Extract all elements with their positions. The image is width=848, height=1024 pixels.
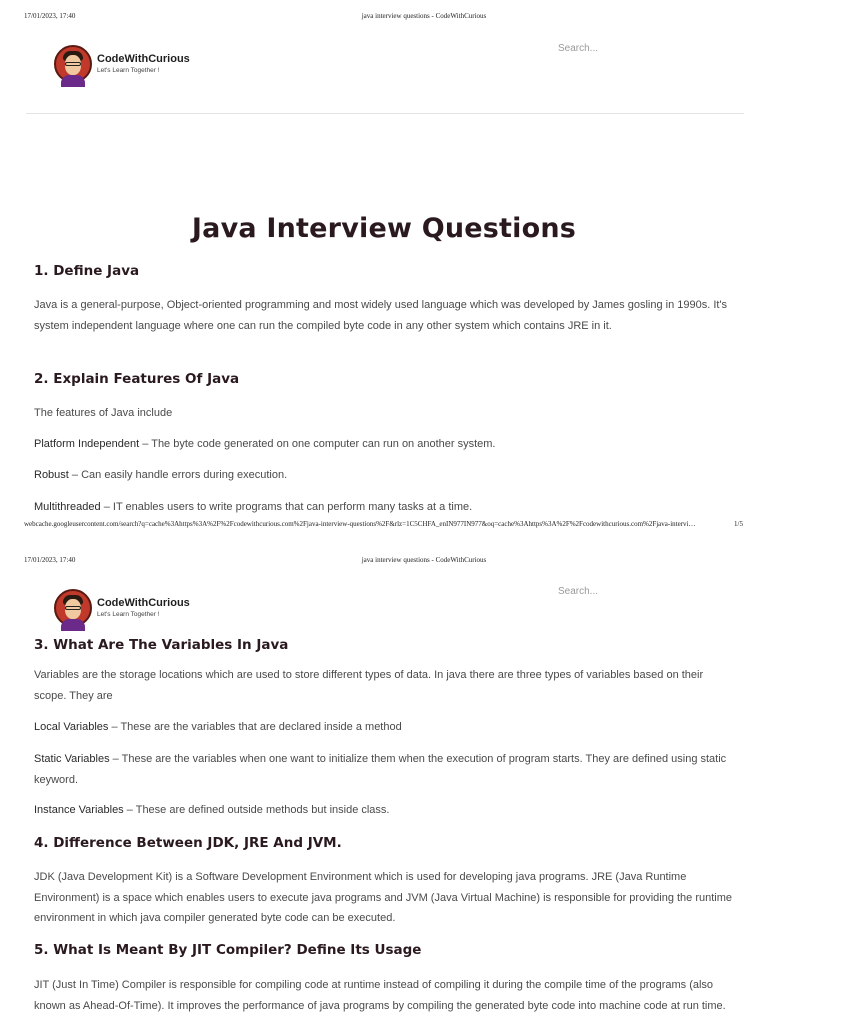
header-divider: [26, 113, 744, 114]
avatar-logo-icon: [54, 589, 92, 627]
site-tagline: Let's Learn Together !: [97, 611, 160, 618]
variable-term: Instance Variables: [34, 804, 124, 816]
search-input[interactable]: Search...: [558, 586, 599, 597]
page-title: Java Interview Questions: [191, 213, 577, 244]
q1-heading: 1. Define Java: [34, 263, 140, 279]
site-tagline: Let's Learn Together !: [97, 67, 160, 74]
feature-term: Multithreaded: [34, 501, 101, 513]
feature-item: [34, 497, 734, 518]
print-page-number: 1/5: [734, 520, 743, 528]
print-datetime: 17/01/2023, 17:40: [24, 556, 76, 564]
print-title: java interview questions - CodeWithCurious: [361, 12, 487, 20]
variable-desc: – These are defined outside methods but inside class.: [123, 804, 390, 816]
feature-term: Robust: [34, 469, 69, 481]
feature-desc: – IT enables users to write programs that can perform many tasks at a time.: [100, 501, 473, 513]
q5-body: JIT (Just In Time) Compiler is responsible for compiling code at runtime instead of compiling it during the compile time of the programs (also known as Ahead-Of-Time). It improves the performance of java programs by compiling the generated byte code into machine code at run time.: [34, 979, 726, 1012]
feature-item: [34, 465, 734, 486]
site-brand[interactable]: [54, 589, 190, 627]
avatar-logo-icon: [54, 45, 92, 83]
site-brand[interactable]: [54, 45, 190, 83]
search-input[interactable]: Search...: [558, 43, 599, 54]
q3-heading-clipped: 3. What Are The Variables In Java: [34, 637, 289, 653]
feature-desc: – The byte code generated on one computer can run on another system.: [139, 438, 496, 450]
q2-intro: The features of Java include: [34, 407, 173, 419]
variable-desc: – These are the variables that are declared inside a method: [108, 721, 402, 733]
variable-item: [34, 800, 734, 821]
q4-body: JDK (Java Development Kit) is a Software Development Environment which is used for developing java programs. JRE (Java Runtime Environment) is a space which enables users to execute java programs and JVM (Java Virtual Machine) is responsible for providing the runtime environment in which java compiler generated byte code can be executed.: [34, 871, 733, 924]
q4-heading: 4. Difference Between JDK, JRE And JVM.: [34, 835, 342, 851]
variable-term: Local Variables: [34, 721, 109, 733]
variable-term: Static Variables: [34, 753, 110, 765]
variable-desc: – These are the variables when one want to initialize them when the execution of program starts. They are defined using static keyword.: [34, 753, 727, 786]
site-name: CodeWithCurious: [97, 597, 190, 609]
site-name: CodeWithCurious: [97, 53, 190, 65]
q3-intro: Variables are the storage locations which are used to store different types of data. In java there are three types of variables based on their scope. They are: [34, 669, 704, 702]
q5-heading: 5. What Is Meant By JIT Compiler? Define Its Usage: [34, 942, 422, 958]
q2-heading: 2. Explain Features Of Java: [34, 371, 240, 387]
print-datetime: 17/01/2023, 17:40: [24, 12, 76, 20]
feature-desc: – Can easily handle errors during execution.: [68, 469, 288, 481]
feature-item: [34, 434, 734, 455]
feature-term: Platform Independent: [34, 438, 140, 450]
print-footer-url: webcache.googleusercontent.com/search?q=cache%3Ahttps%3A%2F%2Fcodewithcurious.com%2Fjava-interview-questions%2F&rlz=1C5CHFA_enIN977IN977&oq=cache%3Ahttps%3A%2F%2Fcodewithcurious.com%2Fjava-intervi…: [24, 520, 696, 528]
print-title: java interview questions - CodeWithCurious: [361, 556, 487, 564]
variable-item: [34, 749, 734, 790]
q1-body: Java is a general-purpose, Object-oriented programming and most widely used language which was developed by James gosling in 1990s. It's system independent language where one can run the compiled byte code in any other system which contains JRE in it.: [34, 299, 728, 332]
variable-item: [34, 717, 734, 738]
